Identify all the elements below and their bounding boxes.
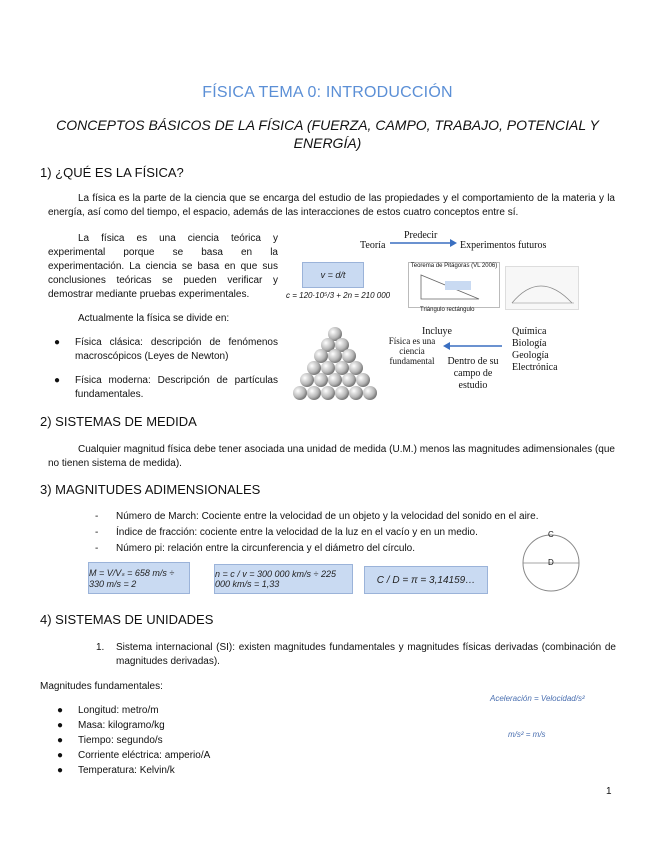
arrow-right-icon <box>388 238 458 248</box>
diagram-ciencias <box>512 326 558 374</box>
formula-index: n = c / v = 300 000 km/s ÷ 225 000 km/s = 1,33 <box>214 564 353 594</box>
handwritten-note-2: m/s² = m/s <box>508 730 546 739</box>
list-item: Química <box>512 326 547 337</box>
section-1-heading: 1) ¿QUÉ ES LA FÍSICA? <box>40 165 184 180</box>
diagram-incluye: Incluye <box>422 326 452 337</box>
list-item: ● Corriente eléctrica: amperio/A <box>57 750 211 761</box>
section-2-heading: 2) SISTEMAS DE MEDIDA <box>40 414 197 429</box>
section-4-heading: 4) SISTEMAS DE UNIDADES <box>40 612 214 627</box>
page-title: FÍSICA TEMA 0: INTRODUCCIÓN <box>202 84 453 101</box>
list-item: Electrónica <box>512 362 558 373</box>
s4-item-1: Sistema internacional (SI): existen magnitudes fundamentales y magnitudes físicas derivadas (combinación de magnitudes derivadas). <box>116 642 616 667</box>
projectile-figure <box>505 266 579 310</box>
circle-label-d: D <box>548 558 554 567</box>
section-3-heading: 3) MAGNITUDES ADIMENSIONALES <box>40 482 261 497</box>
s2-paragraph-1: Cualquier magnitud física debe tener asociada una unidad de medida (U.M.) menos las magnitudes adimensionales (que no tienen sistema de medida). <box>48 444 615 469</box>
list-item: ● Tiempo: segundo/s <box>57 735 163 746</box>
diagram-predecir: Predecir <box>404 230 438 241</box>
list-item: Biología <box>512 338 547 349</box>
list-item: - Número pi: relación entre la circunferencia y el diámetro del círculo. <box>95 543 416 554</box>
fundamental-heading: Magnitudes fundamentales: <box>40 681 163 692</box>
formula-velocity: v = d/t <box>302 262 364 288</box>
formula-calc: c = 120·10⁵/3 + 2n = 210 000 <box>286 291 391 300</box>
triangle-icon <box>409 269 499 303</box>
s1-paragraph-1: La física es la parte de la ciencia que se encarga del estudio de las propiedades y el comportamiento de la materia y la energía, así como del tiempo, el espacio, además de las interacciones de estos cuatro conceptos entre sí. <box>48 193 615 218</box>
page-subtitle: CONCEPTOS BÁSICOS DE LA FÍSICA (FUERZA, CAMPO, TRABAJO, POTENCIAL Y ENERGÍA) <box>56 117 599 151</box>
list-item: ● Temperatura: Kelvin/k <box>57 765 175 776</box>
list-item: ● Física clásica: descripción de fenómenos macroscópicos (Leyes de Newton) <box>54 337 278 362</box>
s4-item-number: 1. <box>96 642 105 653</box>
theorem-label: Teorema de Pitágoras (VL 2006) <box>410 263 498 269</box>
diagram-dentro: Dentro de su campo de estudio <box>447 356 499 391</box>
triangle-label: Triángulo rectángulo <box>420 307 475 313</box>
s1-bullet-list <box>54 336 278 402</box>
circle-label-c: C <box>548 530 554 539</box>
list-item: ● Física moderna: Descripción de partículas fundamentales. <box>54 375 278 400</box>
s1-paragraph-2: La física es una ciencia teórica y experimental porque se basa en la experimentación. La ciencia se basa en que sus conclusiones teóricas se pueden verificar y demostrar mediante pruebas experimentales. <box>48 233 278 300</box>
diagram-teoria: Teoría <box>360 240 386 251</box>
arrow-left-icon <box>442 341 504 351</box>
formula-mach: M = V/Vₛ = 658 m/s ÷ 330 m/s = 2 <box>88 562 190 594</box>
list-item: - Índice de fracción: cociente entre la velocidad de la luz en el vacío y en un medio. <box>95 527 478 538</box>
handwritten-note-1: Aceleración = Velocidad/s² <box>490 694 585 703</box>
list-item: ● Masa: kilogramo/kg <box>57 720 165 731</box>
list-item: - Número de March: Cociente entre la velocidad de un objeto y la velocidad del sonido en el aire. <box>95 511 539 522</box>
diagram-experimentos: Experimentos futuros <box>460 240 547 251</box>
diagram-fisica-fundamental: Física es una ciencia fundamental <box>388 336 436 366</box>
formula-pi: C / D = π = 3,14159… <box>364 566 488 594</box>
trajectory-icon <box>506 267 578 309</box>
page-number: 1 <box>606 786 612 797</box>
list-item: ● Longitud: metro/m <box>57 705 159 716</box>
s1-paragraph-3: Actualmente la física se divide en: <box>78 313 230 324</box>
pythagoras-figure <box>408 262 500 308</box>
fundamental-list <box>57 703 338 778</box>
list-item: Geología <box>512 350 549 361</box>
sphere-pyramid-image <box>292 326 378 410</box>
